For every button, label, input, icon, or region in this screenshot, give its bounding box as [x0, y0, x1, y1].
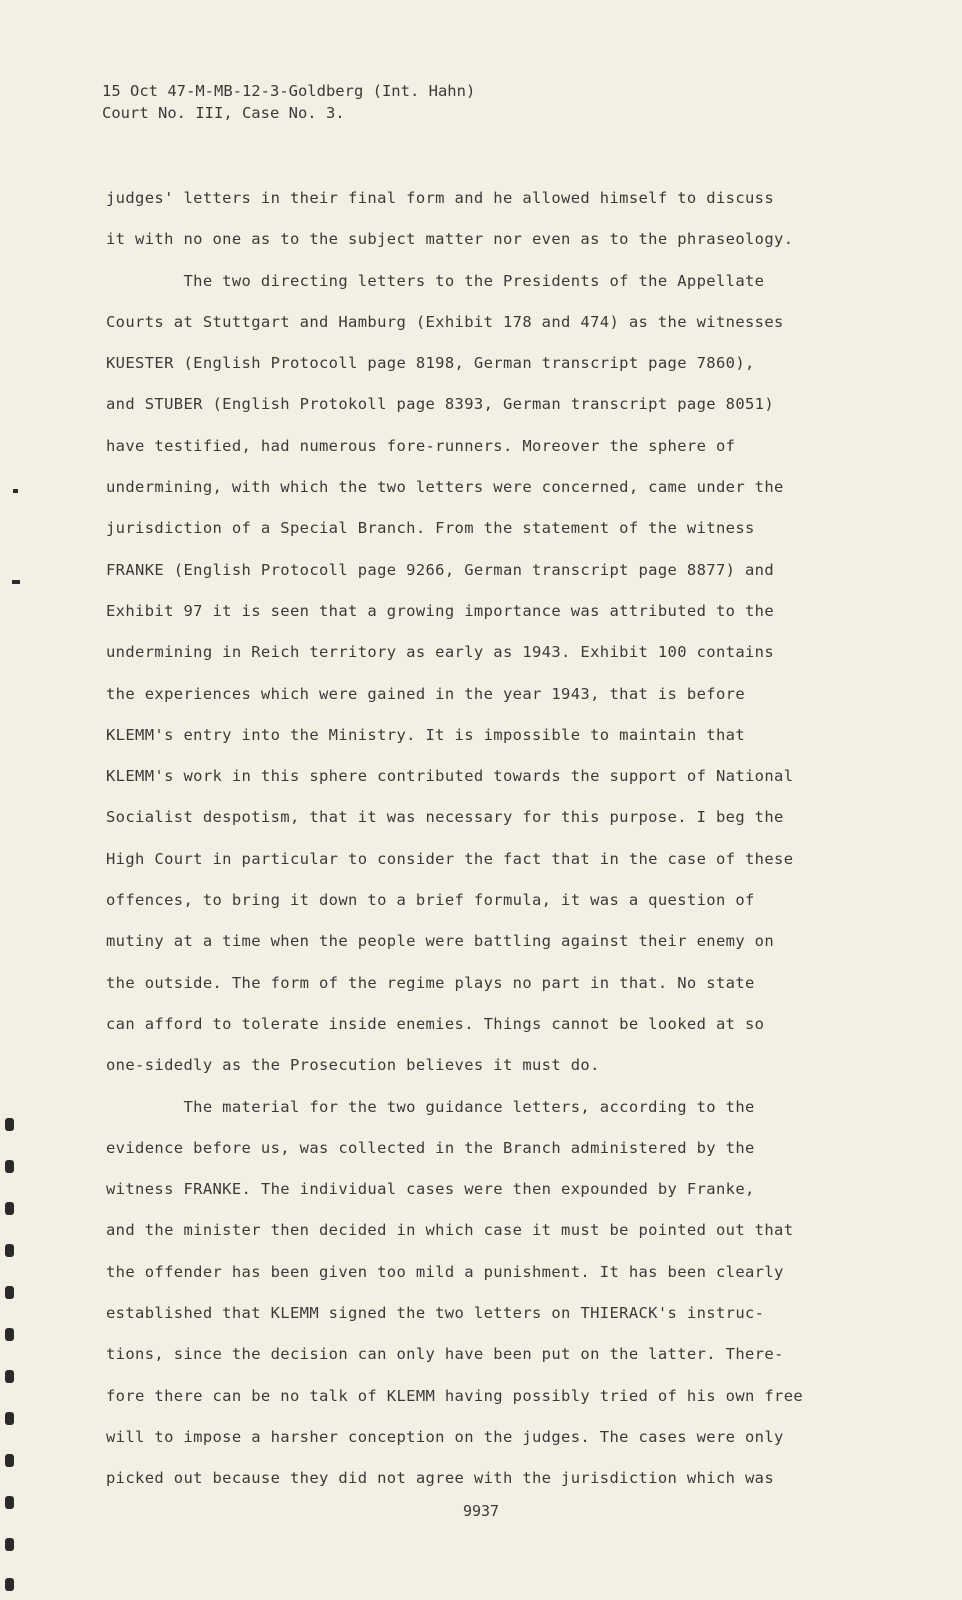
- text-line: will to impose a harsher conception on the judges. The cases were only: [106, 1427, 784, 1446]
- binding-hole: [5, 1202, 14, 1215]
- document-header: [102, 80, 475, 124]
- text-line: Exhibit 97 it is seen that a growing importance was attributed to the: [106, 601, 775, 620]
- binding-hole: [5, 1578, 14, 1591]
- text-line: picked out because they did not agree with the jurisdiction which was: [106, 1469, 775, 1488]
- text-line: undermining in Reich territory as early as 1943. Exhibit 100 contains: [106, 643, 775, 662]
- text-line: the experiences which were gained in the year 1943, that is before: [106, 684, 745, 703]
- text-line: the offender has been given too mild a punishment. It has been clearly: [106, 1262, 784, 1281]
- ink-mark: [12, 580, 20, 584]
- text-line: jurisdiction of a Special Branch. From the statement of the witness: [106, 519, 755, 538]
- binding-hole: [5, 1244, 14, 1257]
- text-line: witness FRANKE. The individual cases were then expounded by Franke,: [106, 1180, 755, 1199]
- header-line-2: Court No. III, Case No. 3.: [102, 104, 345, 122]
- body-text: [106, 178, 846, 1500]
- binding-hole: [5, 1412, 14, 1425]
- text-line: KUESTER (English Protocoll page 8198, German transcript page 7860),: [106, 354, 755, 373]
- ink-mark: [13, 489, 18, 493]
- text-line: FRANKE (English Protocoll page 9266, German transcript page 8877) and: [106, 560, 775, 579]
- binding-hole: [5, 1118, 14, 1131]
- text-line: can afford to tolerate inside enemies. Things cannot be looked at so: [106, 1014, 765, 1033]
- text-line: KLEMM's work in this sphere contributed towards the support of National: [106, 767, 794, 786]
- text-line: it with no one as to the subject matter nor even as to the phraseology.: [106, 230, 794, 249]
- text-line: offences, to bring it down to a brief formula, it was a question of: [106, 891, 755, 910]
- binding-hole: [5, 1160, 14, 1173]
- text-line: the outside. The form of the regime plays no part in that. No state: [106, 973, 755, 992]
- text-line: Courts at Stuttgart and Hamburg (Exhibit 178 and 474) as the witnesses: [106, 312, 784, 331]
- text-line: established that KLEMM signed the two letters on THIERACK's instruc-: [106, 1304, 765, 1323]
- text-line: The material for the two guidance letters, according to the: [106, 1097, 755, 1116]
- text-line: KLEMM's entry into the Ministry. It is impossible to maintain that: [106, 725, 745, 744]
- binding-hole: [5, 1538, 14, 1551]
- binding-hole: [5, 1328, 14, 1341]
- binding-hole: [5, 1454, 14, 1467]
- binding-hole: [5, 1286, 14, 1299]
- text-line: mutiny at a time when the people were battling against their enemy on: [106, 932, 775, 951]
- text-line: fore there can be no talk of KLEMM having possibly tried of his own free: [106, 1386, 804, 1405]
- text-line: The two directing letters to the Presidents of the Appellate: [106, 271, 765, 290]
- text-line: one-sidedly as the Prosecution believes it must do.: [106, 1056, 600, 1075]
- text-line: tions, since the decision can only have been put on the latter. There-: [106, 1345, 784, 1364]
- text-line: judges' letters in their final form and he allowed himself to discuss: [106, 189, 775, 207]
- header-line-1: 15 Oct 47-M-MB-12-3-Goldberg (Int. Hahn): [102, 82, 476, 100]
- page-number: 9937: [462, 1502, 500, 1520]
- text-line: Socialist despotism, that it was necessary for this purpose. I beg the: [106, 808, 784, 827]
- text-line: High Court in particular to consider the fact that in the case of these: [106, 849, 794, 868]
- text-line: evidence before us, was collected in the Branch administered by the: [106, 1138, 755, 1157]
- binding-edge: [0, 0, 22, 1600]
- text-line: have testified, had numerous fore-runners. Moreover the sphere of: [106, 436, 736, 455]
- text-line: and the minister then decided in which case it must be pointed out that: [106, 1221, 794, 1240]
- text-line: undermining, with which the two letters were concerned, came under the: [106, 478, 784, 497]
- binding-hole: [5, 1370, 14, 1383]
- text-line: and STUBER (English Protokoll page 8393, German transcript page 8051): [106, 395, 775, 414]
